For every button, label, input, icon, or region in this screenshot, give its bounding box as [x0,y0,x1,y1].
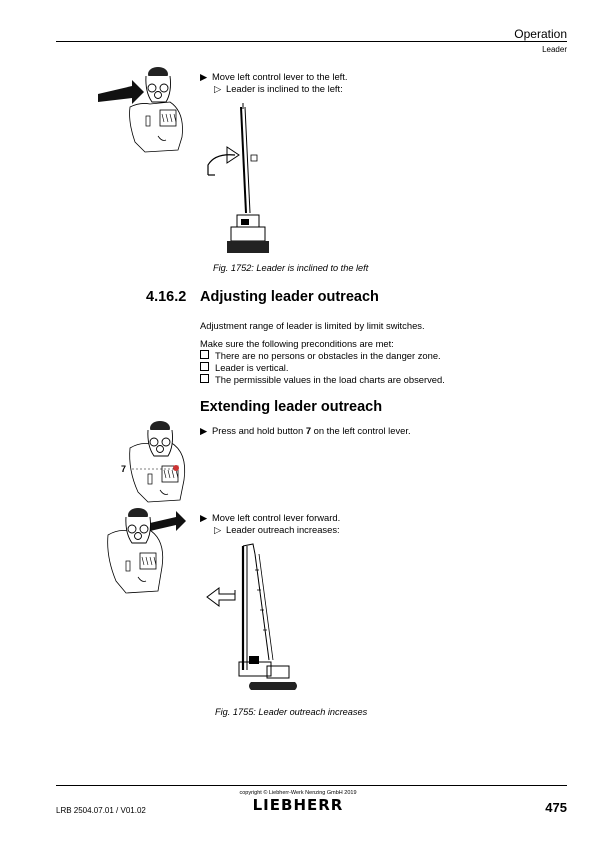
result-text: Leader is inclined to the left: [226,83,343,94]
step-text-post: on the left control lever. [311,425,411,436]
step-press-button-7 [200,425,411,437]
step-text: Move left control lever to the left. [212,71,348,82]
control-lever-left-illustration [90,62,190,152]
hollow-triangle-icon: ▷ [214,83,222,94]
result-leader-inclined [200,83,343,95]
checkbox-icon [200,374,209,383]
precondition-item [200,374,445,386]
checkbox-icon [200,350,209,359]
step-button-number: 7 [305,425,312,436]
precondition-item [200,362,288,374]
page-header-title: Operation [514,27,567,41]
precondition-text: Leader is vertical. [215,362,289,373]
leader-inclined-figure [205,95,275,260]
section-number: 4.16.2 [146,289,187,305]
result-text: Leader outreach increases: [226,524,340,535]
solid-triangle-icon: ▶ [200,425,208,436]
step-text-pre: Press and hold button [212,425,306,436]
copyright-notice: copyright © Liebherr-Werk Nenzing GmbH 2019 [239,790,357,796]
result-outreach-increases [200,524,340,536]
control-lever-forward-illustration [100,505,195,595]
control-lever-button-illustration [120,418,195,503]
section-intro: Adjustment range of leader is limited by limit switches. [200,320,425,331]
step-text: Move left control lever forward. [212,512,341,523]
precondition-text: There are no persons or obstacles in the danger zone. [215,350,441,361]
header-rule [56,41,567,42]
subsection-title: Extending leader outreach [200,399,383,415]
section-title: Adjusting leader outreach [200,289,379,305]
solid-triangle-icon: ▶ [200,71,208,82]
checkbox-icon [200,362,209,371]
hollow-triangle-icon: ▷ [214,524,222,535]
precondition-item [200,350,441,362]
figure-caption-1755: Fig. 1755: Leader outreach increases [215,707,368,717]
solid-triangle-icon: ▶ [200,512,208,523]
brand-logo: LIEBHERR [252,796,344,814]
page-header-subtitle: Leader [542,45,567,54]
figure-caption-1752: Fig. 1752: Leader is inclined to the left [213,263,369,273]
leader-outreach-figure [205,540,300,702]
preconditions-lead: Make sure the following preconditions are met: [200,338,394,349]
button-callout-label: 7 [121,464,127,474]
step-move-lever-left [200,71,347,83]
precondition-text: The permissible values in the load charts are observed. [215,374,445,385]
footer-rule [56,785,567,786]
page-number: 475 [545,800,567,815]
step-move-lever-forward [200,512,340,524]
document-id: LRB 2504.07.01 / V01.02 [56,806,146,815]
